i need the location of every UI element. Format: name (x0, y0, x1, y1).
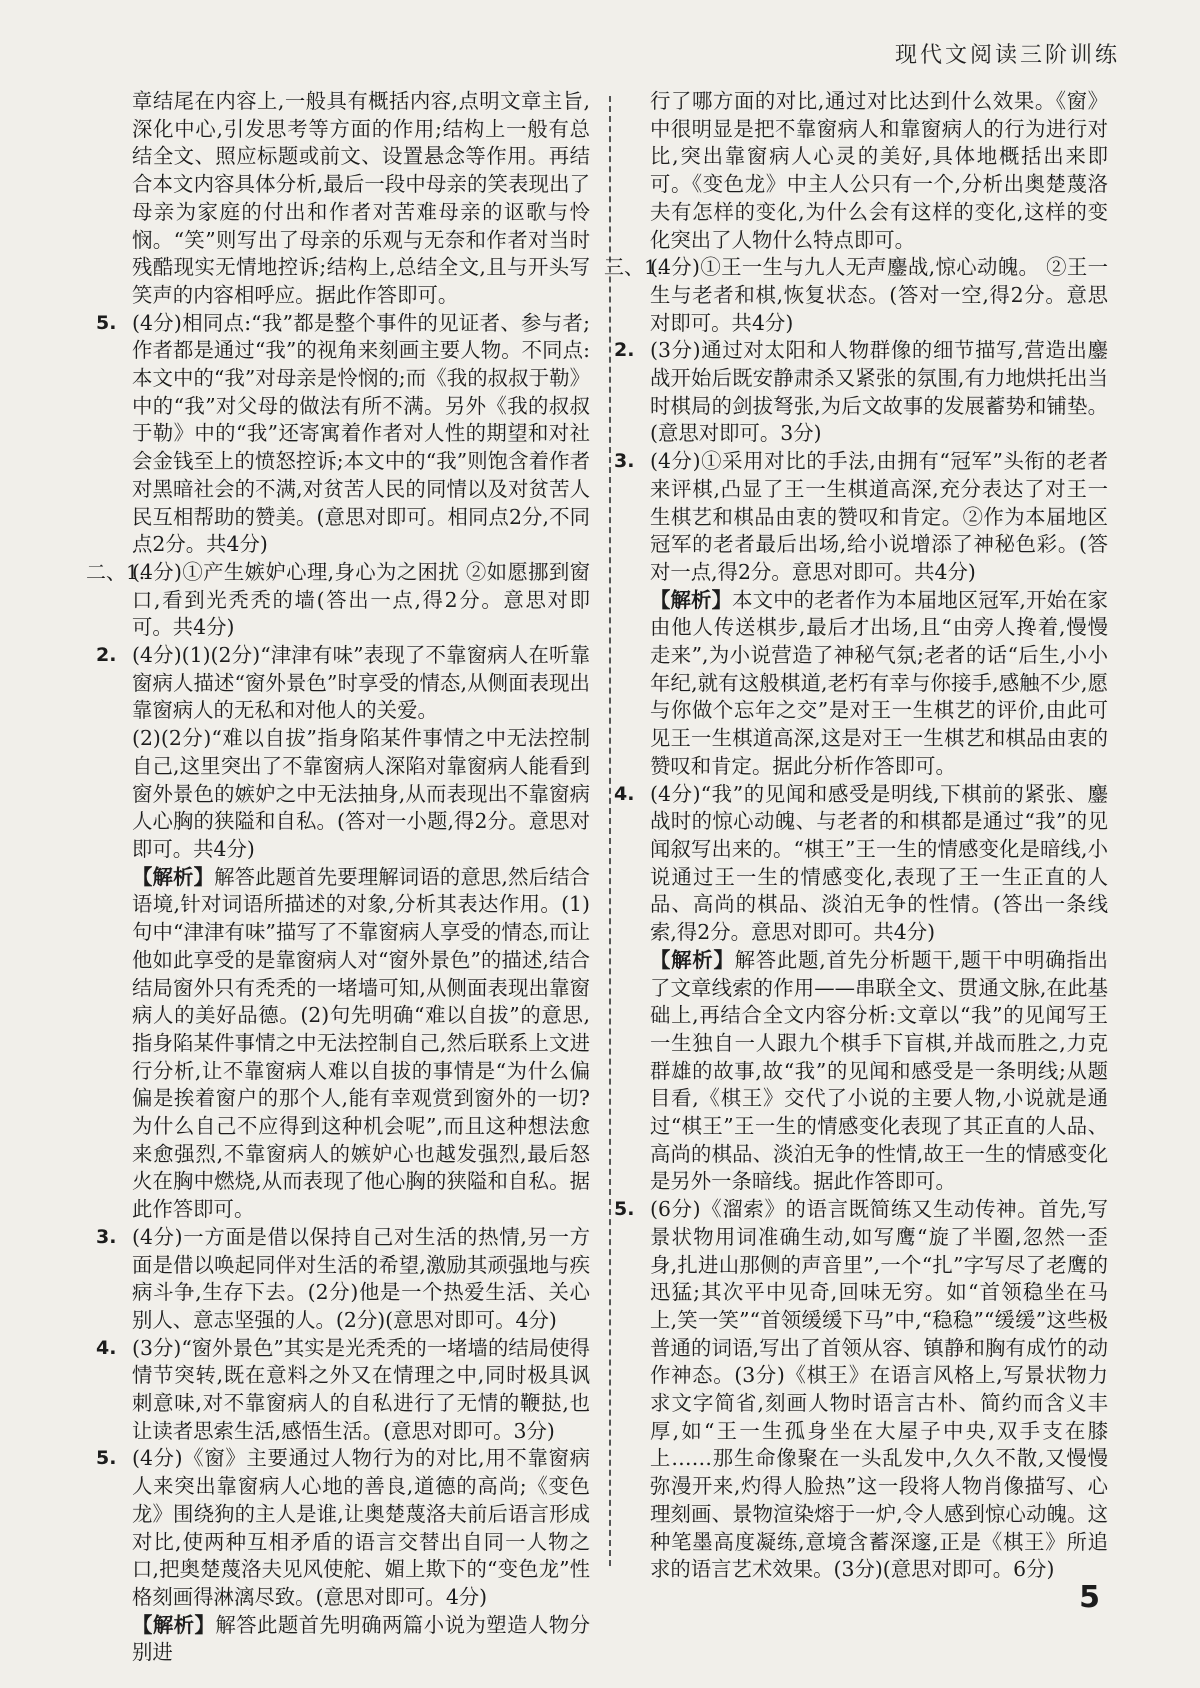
answer-paragraph (122, 88, 590, 310)
answer-paragraph (122, 864, 590, 1224)
question-number: 5. (96, 311, 117, 334)
answer-text: (4分)①采用对比的手法,由拥有“冠军”头衔的老者来评棋,凸显了王一生棋道高深,充分表达了对王一生棋艺和棋品由衷的赞叹和肯定。②作为本届地区冠军的老者最后出场,给小说增添了神秘色彩。(答对一点,得2分。意思对即可。共4分) (650, 449, 1108, 584)
page-header-title: 现代文阅读三阶训练 (894, 43, 1120, 68)
answer-paragraph (96, 1445, 590, 1611)
answer-paragraph (640, 88, 1108, 254)
question-number: 3. (96, 1225, 117, 1248)
analysis-label: 【解析】 (650, 587, 733, 612)
answer-text: 行了哪方面的对比,通过对比达到什么效果。《窗》中很明显是把不靠窗病人和靠窗病人的行为进行对比,突出靠窗病人心灵的美好,具体地概括出来即可。《变色龙》中主人公只有一个,分析出奥楚蔑洛夫有怎样的变化,为什么会有这样的变化,这样的变化突出了人物什么特点即可。 (650, 89, 1108, 252)
answer-paragraph (614, 781, 1108, 947)
answer-text: (4分)“我”的见闻和感受是明线,下棋前的紧张、鏖战时的惊心动魄、与老者的和棋都是通过“我”的见闻叙写出来的。“棋王”王一生的情感变化是暗线,小说通过王一生的情感变化,表现了王一生正直的人品、高尚的棋品、淡泊无争的性情。(答出一条线索,得2分。意思对即可。共4分) (650, 781, 1108, 945)
answer-paragraph (96, 1335, 590, 1446)
answer-paragraph (614, 337, 1108, 448)
answer-text: (4分)《窗》主要通过人物行为的对比,用不靠窗病人来突出靠窗病人心地的善良,道德的高尚;《变色龙》围绕狗的主人是谁,让奥楚蔑洛夫前后语言形成对比,使两种互相矛盾的语言交替出自同一人物之口,把奥楚蔑洛夫见风使舵、媚上欺下的“变色龙”性格刻画得淋漓尽致。(意思对即可。4分) (132, 1446, 590, 1609)
answer-text: (2)(2分)“难以自拔”指身陷某件事情之中无法控制自己,这里突出了不靠窗病人深陷对靠窗病人能看到窗外景色的嫉妒之中无法抽身,从而表现出不靠窗病人心胸的狭隘和自私。(答对一小题,得2分。意思对即可。共4分) (132, 726, 590, 861)
answer-text: 解答此题首先明确两篇小说为塑造人物分别进 (132, 1612, 591, 1665)
answer-text: (3分)通过对太阳和人物群像的细节描写,营造出鏖战开始后既安静肃杀又紧张的氛围,有力地烘托出当时棋局的剑拔弩张,为后文故事的发展蓄势和铺垫。(意思对即可。3分) (650, 338, 1108, 446)
answer-paragraph (86, 559, 590, 642)
answer-paragraph (614, 448, 1108, 587)
question-number: 三、1. (604, 255, 664, 280)
answer-text: (6分)《溜索》的语言既简练又生动传神。首先,写景状物用词准确生动,如写鹰“旋了半圈,忽然一歪身,扎进山那侧的声音里”,一个“扎”字写尽了老鹰的迅猛;其次平中见奇,回味无穷。如“首领稳坐在马上,笑一笑”“首领缓缓下马”中,“稳稳”“缓缓”这些极普通的词语,写出了首领从容、镇静和胸有成竹的动作神态。(3分)《棋王》在语言风格上,写景状物力求文字简省,刻画人物时语言古朴、简约而含义丰厚,如“王一生孤身坐在大屋子中央,双手支在膝上……那生命像聚在一头乱发中,久久不散,又慢慢弥漫开来,灼得人脸热”这一段将人物肖像描写、心理刻画、景物渲染熔于一炉,令人感到惊心动魄。这种笔墨高度凝练,意境含蓄深邃,正是《棋王》所追求的语言艺术效果。(3分)(意思对即可。6分) (650, 1197, 1108, 1582)
answer-text: 解答此题,首先分析题干,题干中明确指出了文章线索的作用——串联全文、贯通文脉,在此基础上,再结合全文内容分析:文章以“我”的见闻写王一生独自一人跟九个棋手下盲棋,并战而胜之,力克群雄的故事,故“我”的见闻和感受是一条明线;从题目看,《棋王》交代了小说的主要人物,小说就是通过“棋王”王一生的情感变化表现了其正直的人品、高尚的棋品、淡泊无争的性情,故王一生的情感变化是另外一条暗线。据此作答即可。 (650, 947, 1108, 1194)
answer-paragraph (122, 1612, 590, 1667)
answer-paragraph (640, 947, 1108, 1196)
answer-paragraph (640, 587, 1108, 781)
answer-text: (3分)“窗外景色”其实是光秃秃的一堵墙的结局使得情节突转,既在意料之外又在情理之中,同时极具讽刺意味,对不靠窗病人的自私进行了无情的鞭挞,也让读者思索生活,感悟生活。(意思对即可。3分) (132, 1335, 590, 1443)
right-column (604, 88, 1108, 1584)
answer-text: (4分)相同点:“我”都是整个事件的见证者、参与者;作者都是通过“我”的视角来刻画主要人物。不同点:本文中的“我”对母亲是怜悯的;而《我的叔叔于勒》中的“我”对父母的做法有所不满。另外《我的叔叔于勒》中的“我”还寄寓着作者对人性的期望和对社会金钱至上的愤怒控诉;本文中的“我”则饱含着作者对黑暗社会的不满,对贫苦人民的同情以及对贫苦人民互相帮助的赞美。(意思对即可。相同点2分,不同点2分。共4分) (132, 310, 590, 557)
answer-paragraph (96, 1224, 590, 1335)
analysis-label: 【解析】 (650, 947, 735, 972)
answer-paragraph (614, 1196, 1108, 1584)
left-column (86, 88, 591, 1667)
column-divider (609, 96, 611, 1566)
answer-text: 本文中的老者作为本届地区冠军,开始在家由他人传送棋步,最后才出场,且“由旁人搀着,慢慢走来”,为小说营造了神秘气氛;老者的话“后生,小小年纪,就有这般棋道,老朽有幸与你接手,感触不少,愿与你做个忘年之交”是对王一生棋艺的评价,由此可见王一生棋道高深,这是对王一生棋艺和棋品由衷的赞叹和肯定。据此分析作答即可。 (650, 587, 1108, 778)
answer-paragraph (122, 725, 590, 864)
answer-text: (4分)(1)(2分)“津津有味”表现了不靠窗病人在听靠窗病人描述“窗外景色”时享受的情态,从侧面表现出靠窗病人的无私和对他人的关爱。 (132, 643, 590, 723)
answer-paragraph (604, 254, 1108, 337)
question-number: 2. (96, 644, 117, 667)
answer-text: 章结尾在内容上,一般具有概括内容,点明文章主旨,深化中心,引发思考等方面的作用;结构上一般有总结全文、照应标题或前文、设置悬念等作用。再结合本文内容具体分析,最后一段中母亲的笑表现出了母亲为家庭的付出和作者对苦难母亲的讴歌与怜悯。“笑”则写出了母亲的乐观与无奈和作者对当时残酷现实无情地控诉;结构上,总结全文,且与开头写笑声的内容相呼应。据此作答即可。 (132, 89, 590, 307)
answer-text: (4分)①王一生与九人无声鏖战,惊心动魄。 ②王一生与老者和棋,恢复状态。(答对一空,得2分。意思对即可。共4分) (650, 255, 1108, 335)
question-number: 2. (614, 339, 635, 362)
answer-text: 解答此题首先要理解词语的意思,然后结合语境,针对词语所描述的对象,分析其表达作用。(1)句中“津津有味”描写了不靠窗病人享受的情态,而让他如此享受的是靠窗病人对“窗外景色”的描述,结合结局窗外只有秃秃的一堵墙可知,从侧面表现出靠窗病人的美好品德。(2)句先明确“难以自拔”的意思,指身陷某件事情之中无法控制自己,然后联系上文进行分析,让不靠窗病人难以自拔的事情是“为什么偏偏是挨着窗户的那个人,能有幸观赏到窗外的一切?为什么自己不应得到这种机会呢”,而且这种想法愈来愈强烈,不靠窗病人的嫉妒心也越发强烈,最后怒火在胸中燃烧,从而表现了他心胸的狭隘和自私。据此作答即可。 (132, 864, 590, 1222)
question-number: 5. (96, 1447, 117, 1470)
answer-paragraph (96, 310, 590, 559)
answer-paragraph (96, 642, 590, 725)
question-number: 4. (614, 782, 635, 805)
question-number: 5. (614, 1198, 635, 1221)
analysis-label: 【解析】 (132, 1612, 216, 1637)
answer-text: (4分)一方面是借以保持自己对生活的热情,另一方面是借以唤起同伴对生活的希望,激励其顽强地与疾病斗争,生存下去。(2分)他是一个热爱生活、关心别人、意志坚强的人。(2分)(意思对即可。4分) (132, 1224, 590, 1332)
page-number: 5 (1079, 1580, 1100, 1615)
answer-text: (4分)①产生嫉妒心理,身心为之困扰 ②如愿挪到窗口,看到光秃秃的墙(答出一点,得2分。意思对即可。共4分) (132, 559, 590, 640)
question-number: 二、1. (86, 559, 146, 584)
analysis-label: 【解析】 (132, 864, 215, 889)
question-number: 3. (614, 450, 635, 473)
question-number: 4. (96, 1336, 117, 1359)
